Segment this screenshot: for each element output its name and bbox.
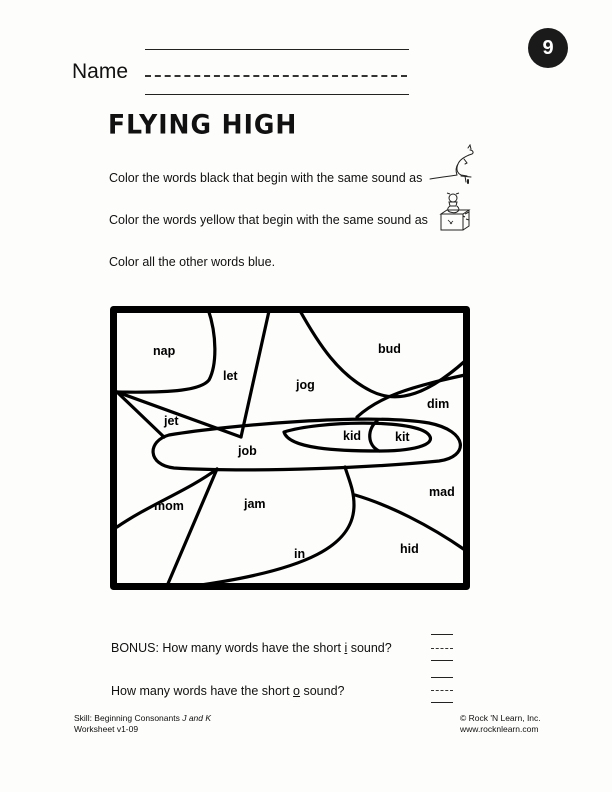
page-number-badge: 9 (528, 28, 568, 68)
region-line (117, 392, 241, 437)
puzzle-word-jet: jet (164, 414, 179, 428)
answer-line-top-1 (431, 634, 453, 635)
puzzle-word-jog: jog (296, 378, 315, 392)
bonus-q1-letter: i (344, 641, 348, 655)
instruction-yellow: Color the words yellow that begin with the same sound as (109, 213, 428, 227)
bonus-q2-suffix: sound? (299, 684, 345, 698)
answer-field-2[interactable] (431, 690, 453, 691)
bonus-question-2 (111, 684, 344, 698)
skill-line (74, 713, 211, 724)
puzzle-word-mad: mad (429, 485, 455, 499)
region-line (117, 392, 164, 437)
region-line (370, 421, 379, 451)
copyright: © Rock 'N Learn, Inc. (460, 713, 541, 723)
puzzle-word-nap: nap (153, 344, 176, 358)
airplane-puzzle (109, 305, 471, 591)
answer-field-1[interactable] (431, 648, 453, 649)
region-line (241, 311, 269, 437)
instruction-black: Color the words black that begin with the same sound as (109, 171, 423, 185)
name-label: Name (72, 60, 129, 83)
puzzle-word-kit: kit (395, 430, 410, 444)
footer-left (74, 713, 211, 735)
puzzle-word-mom: mom (154, 499, 184, 513)
puzzle-word-in: in (294, 547, 306, 561)
skill-prefix: Skill: Beginning Consonants (74, 713, 183, 723)
name-dashed-line[interactable] (145, 75, 407, 77)
puzzle-word-kid: kid (343, 429, 362, 443)
jack-in-the-box-icon (436, 192, 476, 238)
worksheet-id: Worksheet v1-09 (74, 724, 139, 734)
bonus-q2-letter: o (293, 684, 300, 698)
bonus-q2-prefix: How many words have the short (111, 684, 294, 698)
website: www.rocknlearn.com (460, 724, 539, 734)
kangaroo-icon (428, 144, 478, 188)
answer-line-bottom-1 (431, 660, 453, 661)
name-bottom-rule (145, 94, 409, 95)
puzzle-word-bud: bud (378, 342, 401, 356)
bonus-q1-suffix: sound? (347, 641, 392, 655)
puzzle-word-jam: jam (244, 497, 266, 511)
instruction-blue: Color all the other words blue. (109, 255, 276, 269)
footer-right (460, 713, 541, 735)
region-line (117, 469, 217, 527)
puzzle-word-hid: hid (400, 542, 419, 556)
answer-line-bottom-2 (431, 702, 453, 703)
bonus-q1-prefix: BONUS: How many words have the short (111, 641, 345, 655)
skill-letters: J and K (182, 713, 212, 723)
puzzle-word-dim: dim (427, 397, 450, 411)
puzzle-word-job: job (238, 444, 257, 458)
puzzle-word-let: let (223, 369, 238, 383)
region-line (194, 467, 354, 586)
worksheet-title: FLYING HIGH (108, 109, 298, 140)
name-top-rule (145, 49, 409, 50)
answer-line-top-2 (431, 677, 453, 678)
bonus-question-1 (111, 641, 392, 655)
